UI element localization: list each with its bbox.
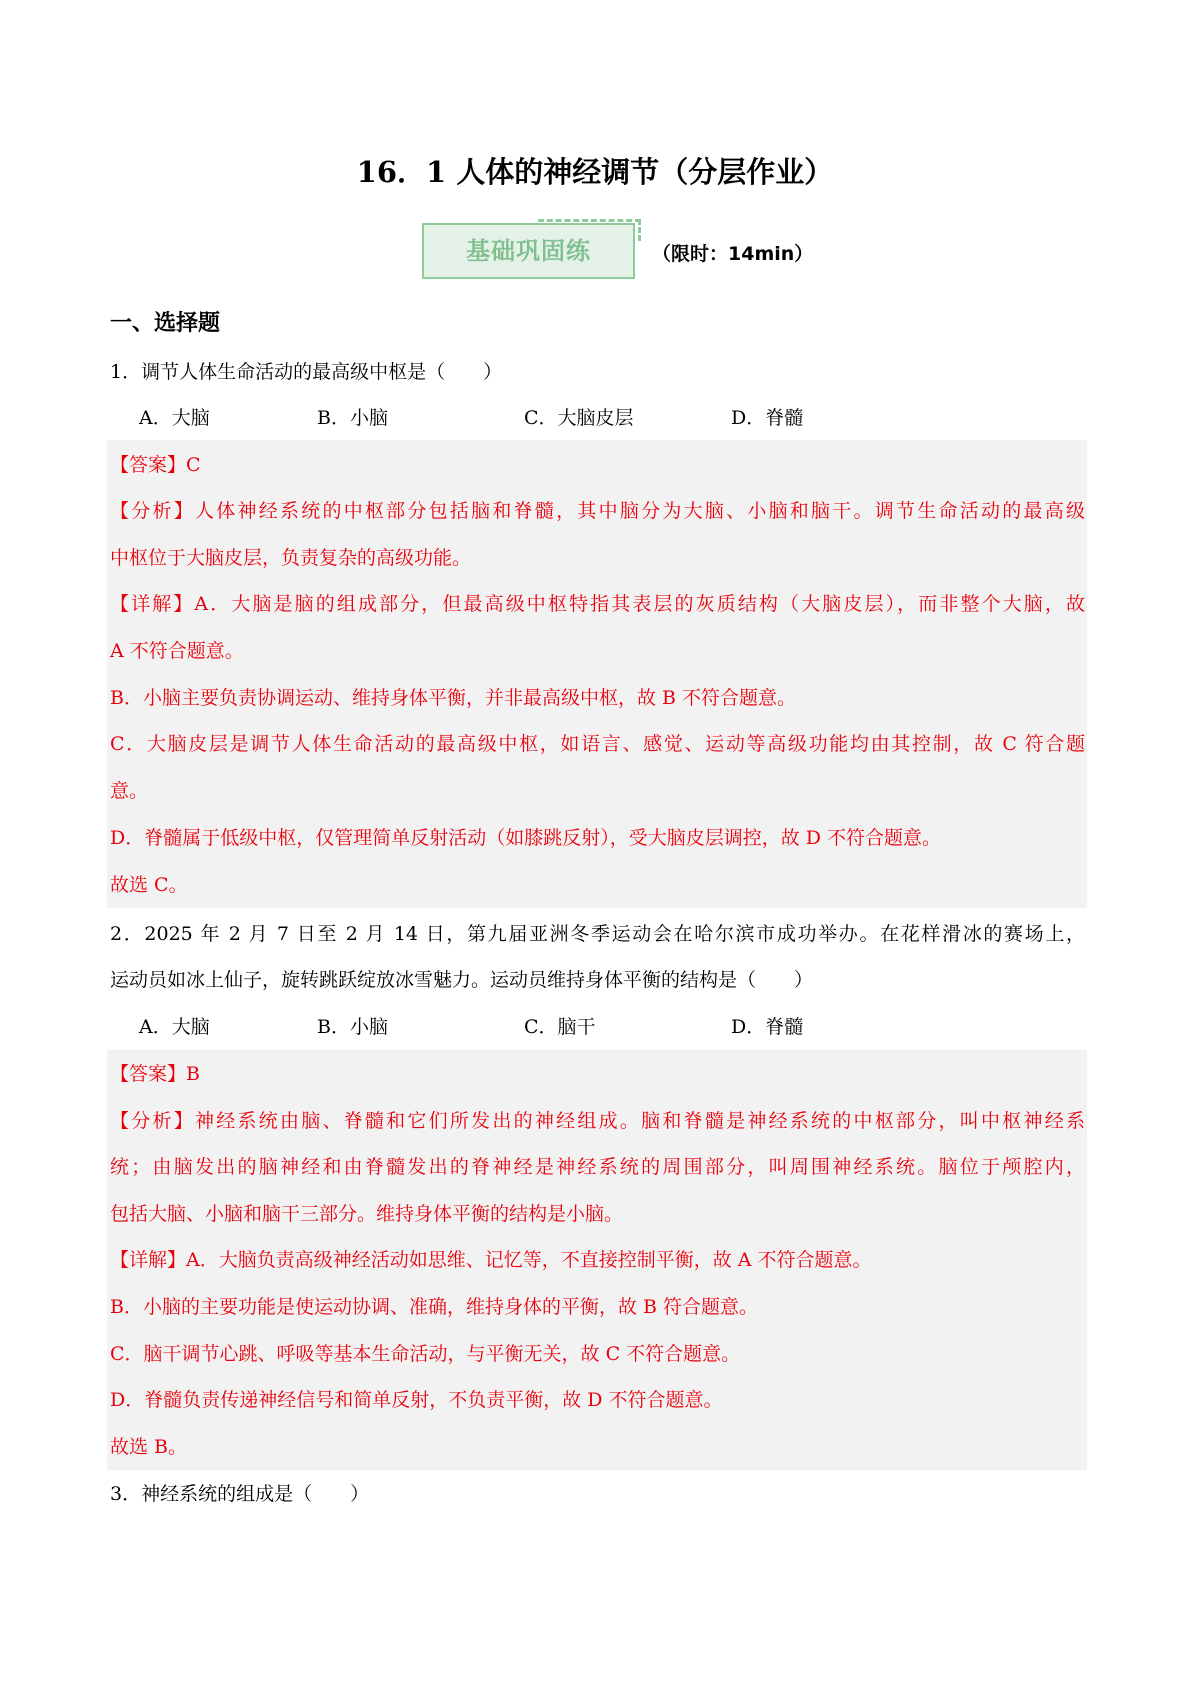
detail-line-b: B．小脑主要负责协调运动、维持身体平衡，并非最高级中枢，故 B 不符合题意。 <box>110 687 797 709</box>
detail-text-a: A．大脑是脑的组成部分，但最高级中枢特指其表层的灰质结构（大脑皮层），而非整个大脑，故 <box>194 593 1085 615</box>
detail-tag: 【详解】 <box>110 1249 187 1271</box>
conclusion-2: 故选 B。 <box>110 1436 188 1458</box>
detail-tag: 【详解】 <box>110 593 195 615</box>
level-badge <box>422 223 641 285</box>
detail-line-c1: C．大脑皮层是调节人体生命活动的最高级中枢，如语言、感觉、运动等高级功能均由其控制，故 C 符合题 <box>110 733 1085 755</box>
analysis-line-3: 包括大脑、小脑和脑干三部分。维持身体平衡的结构是小脑。 <box>110 1203 624 1225</box>
analysis-line-2: 统；由脑发出的脑神经和由脊髓发出的脊神经是神经系统的周围部分，叫周围神经系统。脑位于颅腔内， <box>110 1156 1085 1178</box>
analysis-tag: 【分析】 <box>110 1110 195 1132</box>
detail-line-b: B．小脑的主要功能是使运动协调、准确，维持身体的平衡，故 B 符合题意。 <box>110 1296 759 1318</box>
question-2-stem-2: 运动员如冰上仙子，旋转跳跃绽放冰雪魅力。运动员维持身体平衡的结构是（ ） <box>110 969 814 991</box>
question-3-stem: 3．神经系统的组成是（ ） <box>110 1483 370 1505</box>
analysis-line-1 <box>110 497 1085 525</box>
option-a: A．大脑 <box>139 1016 210 1038</box>
detail-line-c: C．脑干调节心跳、呼吸等基本生命活动，与平衡无关，故 C 不符合题意。 <box>110 1343 741 1365</box>
option-c: C．大脑皮层 <box>524 407 634 429</box>
question-1-stem: 1．调节人体生命活动的最高级中枢是（ ） <box>110 361 503 383</box>
page-title: 16．1 人体的神经调节（分层作业） <box>356 155 834 189</box>
option-d: D．脊髓 <box>731 1016 804 1038</box>
option-a: A．大脑 <box>139 407 210 429</box>
answer-value: B <box>186 1063 200 1085</box>
analysis-line-1 <box>110 1107 1085 1135</box>
answer-tag: 【答案】 <box>110 454 187 476</box>
analysis-line-2: 中枢位于大脑皮层，负责复杂的高级功能。 <box>110 547 472 569</box>
detail-line-d: D．脊髓属于低级中枢，仅管理简单反射活动（如膝跳反射），受大脑皮层调控，故 D 不符合题意。 <box>110 827 942 849</box>
analysis-tag: 【分析】 <box>110 500 195 522</box>
analysis-text: 人体神经系统的中枢部分包括脑和脊髓，其中脑分为大脑、小脑和脑干。调节生命活动的最高级 <box>194 500 1085 522</box>
detail-line-1 <box>110 590 1085 618</box>
option-d: D．脊髓 <box>731 407 804 429</box>
detail-line-a <box>110 1246 872 1274</box>
badge-label: 基础巩固练 <box>466 237 591 265</box>
option-b: B．小脑 <box>317 1016 388 1038</box>
detail-line-2: A 不符合题意。 <box>110 640 244 662</box>
analysis-text: 神经系统由脑、脊髓和它们所发出的神经组成。脑和脊髓是神经系统的中枢部分，叫中枢神经系 <box>194 1110 1085 1132</box>
section-heading: 一、选择题 <box>110 311 221 336</box>
time-limit: （限时：14min） <box>652 243 814 265</box>
option-b: B．小脑 <box>317 407 388 429</box>
conclusion-1: 故选 C。 <box>110 874 188 896</box>
detail-text-a: A．大脑负责高级神经活动如思维、记忆等，不直接控制平衡，故 A 不符合题意。 <box>186 1249 872 1271</box>
detail-line-c2: 意。 <box>110 780 149 802</box>
answer-line-1 <box>110 451 201 479</box>
answer-tag: 【答案】 <box>110 1063 187 1085</box>
answer-line-2 <box>110 1060 200 1088</box>
answer-value: C <box>186 454 201 476</box>
question-2-stem-1: 2．2025 年 2 月 7 日至 2 月 14 日，第九届亚洲冬季运动会在哈尔滨市成功举办。在花样滑冰的赛场上， <box>110 923 1085 945</box>
option-c: C．脑干 <box>524 1016 596 1038</box>
detail-line-d: D．脊髓负责传递神经信号和简单反射，不负责平衡，故 D 不符合题意。 <box>110 1389 723 1411</box>
